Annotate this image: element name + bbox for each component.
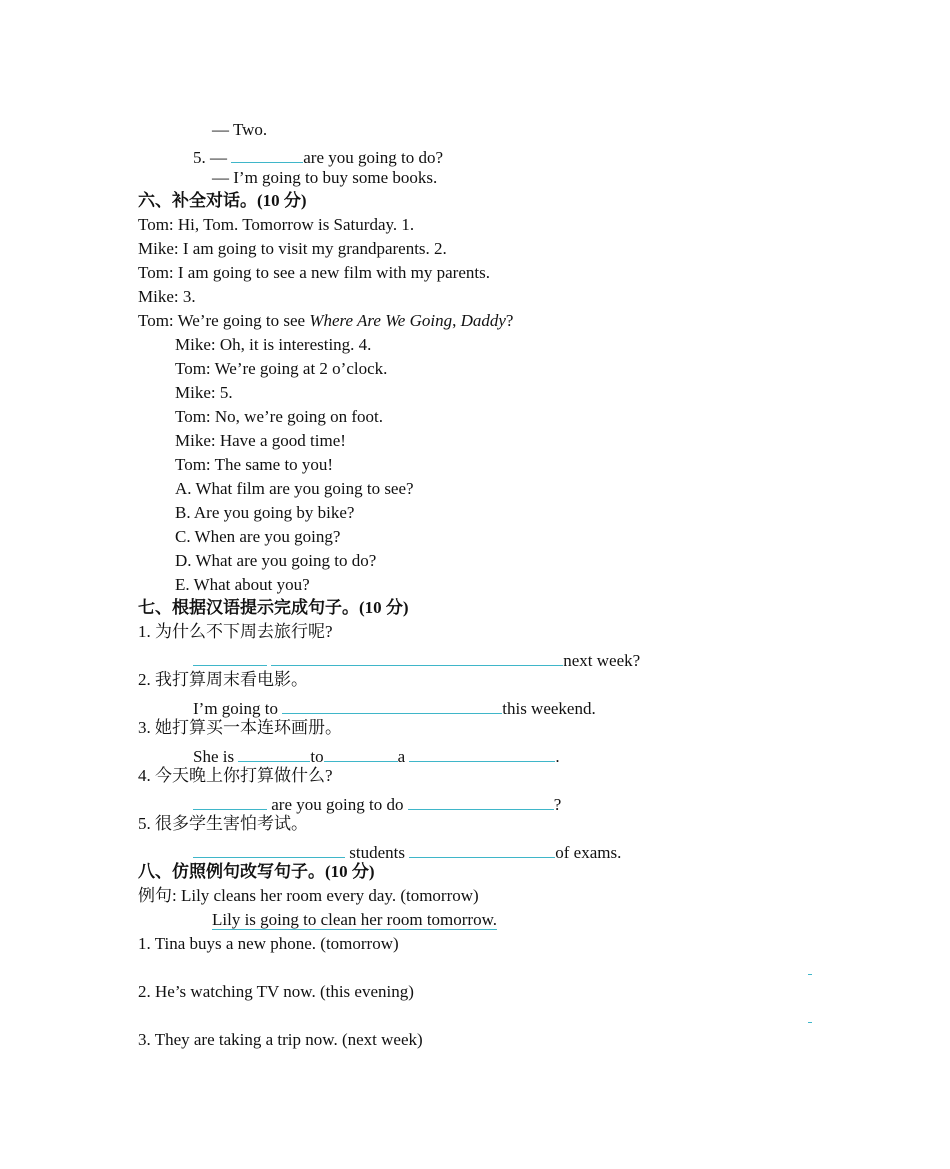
s7-q4-end: ? <box>553 795 562 814</box>
question-5 <box>193 144 443 168</box>
section-8-title: 八、仿照例句改写句子。(10 分) <box>138 862 375 881</box>
s8-example-answer-text: Lily is going to clean her room tomorrow. <box>212 910 498 929</box>
s8-example: 例句: Lily cleans her room every day. (tomorrow) <box>138 886 479 905</box>
s7-q5-blank-1[interactable] <box>193 839 345 858</box>
option-e: E. What about you? <box>175 575 310 594</box>
film-sep: , <box>452 311 461 330</box>
dialogue-line: Tom: No, we’re going on foot. <box>175 407 383 426</box>
film-name: Daddy <box>460 311 506 330</box>
s7-q4-answer <box>193 791 561 815</box>
s7-q1-chinese: 1. 为什么不下周去旅行呢? <box>138 622 333 641</box>
s7-q3-end: . <box>555 747 560 766</box>
s7-q5-mid: students <box>349 843 405 862</box>
s7-q2-end: this weekend. <box>502 699 596 718</box>
dialogue-line: Mike: Oh, it is interesting. 4. <box>175 335 372 354</box>
s7-q1-blank-1[interactable] <box>193 647 267 666</box>
s7-q4-mid: are you going to do <box>271 795 404 814</box>
option-b: B. Are you going by bike? <box>175 503 355 522</box>
s8-item-3: 3. They are taking a trip now. (next week) <box>138 1030 423 1049</box>
s7-q1-answer <box>193 647 640 671</box>
answer-4: — Two. <box>212 120 268 139</box>
s7-q4-blank-2[interactable] <box>408 791 554 810</box>
film-end: ? <box>505 311 514 330</box>
option-c: C. When are you going? <box>175 527 341 546</box>
dialogue-line: Mike: 3. <box>138 287 196 306</box>
s7-q3-b: to <box>310 747 324 766</box>
dialogue-line: Mike: Have a good time! <box>175 431 346 450</box>
answer-5: — I’m going to buy some books. <box>212 168 438 187</box>
s7-q3-blank-3[interactable] <box>409 743 555 762</box>
s8-item-1: 1. Tina buys a new phone. (tomorrow) <box>138 934 399 953</box>
s7-q2-blank[interactable] <box>282 695 502 714</box>
section-6-title: 六、补全对话。(10 分) <box>138 191 307 210</box>
question-5-text: are you going to do? <box>303 148 443 167</box>
s7-q3-a: She is <box>193 747 235 766</box>
s7-q2-start: I’m going to <box>193 699 278 718</box>
section-7-title: 七、根据汉语提示完成句子。(10 分) <box>138 598 409 617</box>
dialogue-line: Mike: I am going to visit my grandparents. 2. <box>138 239 447 258</box>
s7-q3-c: a <box>397 747 406 766</box>
dialogue-line: Tom: The same to you! <box>175 455 334 474</box>
dialogue-line: Mike: 5. <box>175 383 233 402</box>
s7-q4-chinese: 4. 今天晚上你打算做什么? <box>138 766 333 785</box>
s7-q3-blank-2[interactable] <box>324 743 398 762</box>
dialogue-line-film <box>138 311 513 331</box>
film-prefix: Tom: We’re going to see <box>138 311 310 330</box>
s7-q5-blank-2[interactable] <box>409 839 555 858</box>
s7-q5-end: of exams. <box>555 843 622 862</box>
s7-q3-chinese: 3. 她打算买一本连环画册。 <box>138 718 342 737</box>
s8-item-2-answer-line[interactable] <box>808 1010 812 1023</box>
s7-q3-blank-1[interactable] <box>238 743 310 762</box>
film-title: Where Are We Going <box>309 311 453 330</box>
dialogue-line: Tom: We’re going at 2 o’clock. <box>175 359 388 378</box>
option-a: A. What film are you going to see? <box>175 479 414 498</box>
dialogue-line: Tom: I am going to see a new film with my parents. <box>138 263 490 282</box>
s7-q2-answer <box>193 695 596 719</box>
option-d: D. What are you going to do? <box>175 551 377 570</box>
s7-q1-blank-2[interactable] <box>271 647 563 666</box>
question-5-number: 5. — <box>193 148 227 167</box>
s7-q2-chinese: 2. 我打算周末看电影。 <box>138 670 308 689</box>
s8-item-2: 2. He’s watching TV now. (this evening) <box>138 982 414 1001</box>
dialogue-line: Tom: Hi, Tom. Tomorrow is Saturday. 1. <box>138 215 415 234</box>
s7-q4-blank-1[interactable] <box>193 791 267 810</box>
question-5-blank[interactable] <box>231 144 303 163</box>
s7-q5-answer <box>193 839 621 863</box>
s8-item-1-answer-line[interactable] <box>808 962 812 975</box>
s7-q5-chinese: 5. 很多学生害怕考试。 <box>138 814 308 833</box>
s7-q1-end: next week? <box>563 651 641 670</box>
s7-q3-answer <box>193 743 560 767</box>
s8-example-answer <box>212 910 497 930</box>
